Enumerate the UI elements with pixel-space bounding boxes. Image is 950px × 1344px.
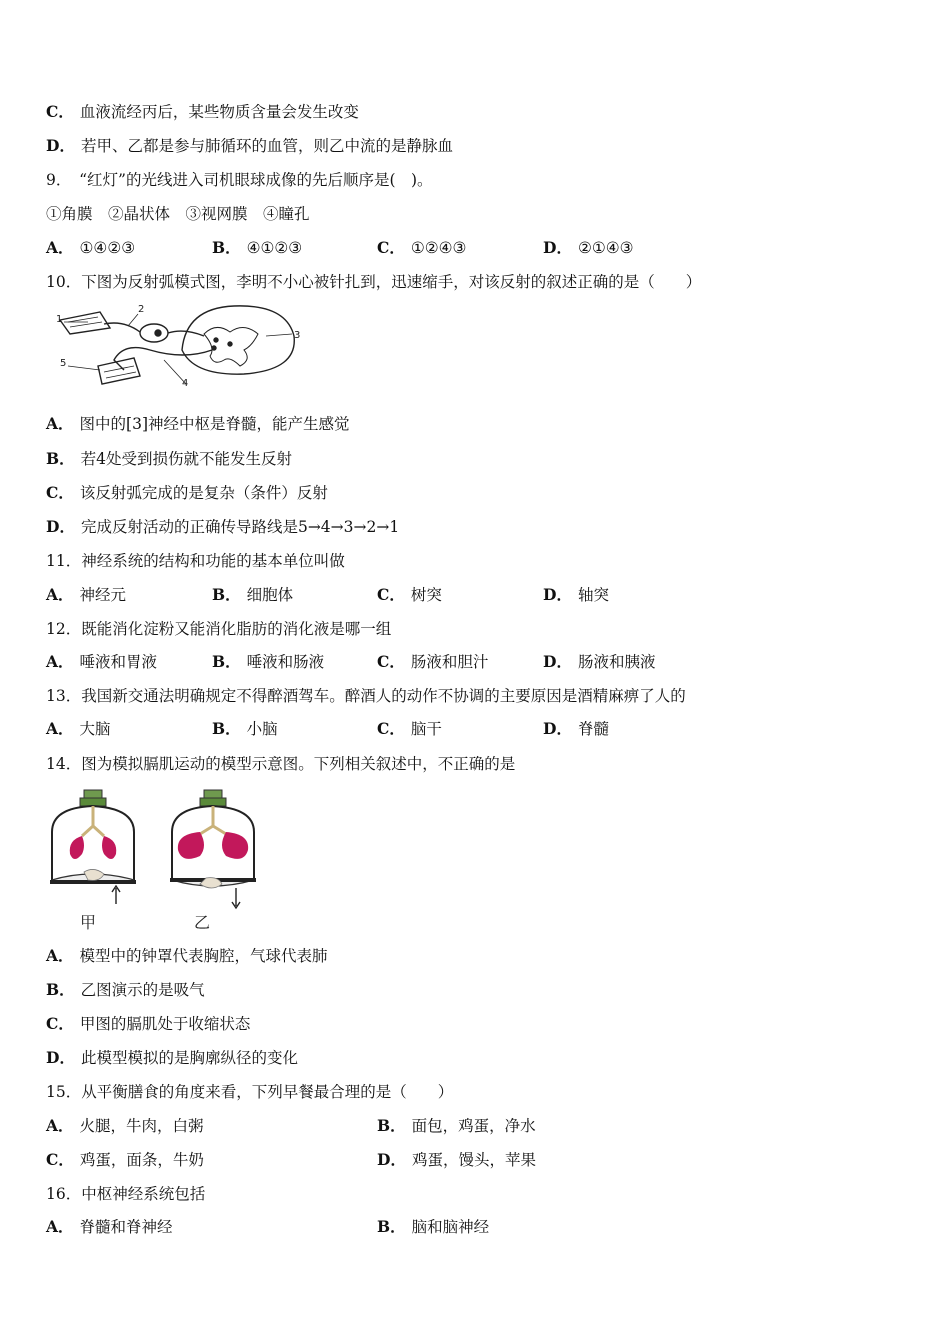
q9-option-c — [377, 238, 466, 258]
ganglion — [140, 324, 168, 342]
q9-option-a — [46, 238, 135, 258]
q13-option-a — [46, 719, 111, 739]
option-letter: A． — [46, 1116, 74, 1135]
option-letter: B． — [212, 238, 241, 257]
q14-stem: 14．图为模拟膈肌运动的模型示意图。下列相关叙述中，不正确的是 — [46, 755, 516, 773]
q9-option-b — [212, 238, 302, 258]
q14-option-c — [46, 1014, 250, 1034]
option-text: ①②④③ — [410, 239, 467, 257]
option-text: 脑和脑神经 — [411, 1218, 490, 1236]
option-letter: C． — [377, 719, 405, 738]
option-letter: A． — [46, 652, 74, 671]
q13-option-d — [543, 719, 609, 739]
option-text: 乙图演示的是吸气 — [80, 981, 205, 999]
option-text: 唾液和肠液 — [246, 653, 325, 671]
balloon-right — [102, 836, 116, 859]
option-letter: A． — [46, 946, 74, 965]
option-text: ①④②③ — [79, 239, 136, 257]
option-text: 脊髓和脊神经 — [79, 1218, 173, 1236]
option-letter: C． — [46, 1014, 74, 1033]
option-letter: C． — [46, 1150, 74, 1169]
option-letter: B． — [46, 449, 75, 468]
option-text: ④①②③ — [246, 239, 303, 257]
option-text: 脊髓 — [577, 720, 609, 738]
option-letter: D． — [543, 719, 572, 738]
arrow-down-icon — [232, 888, 240, 908]
option-letter: D． — [46, 136, 75, 155]
option-text: 树突 — [410, 586, 442, 604]
option-letter: C． — [377, 652, 405, 671]
q15-option-b — [377, 1116, 536, 1136]
option-letter: A． — [46, 585, 74, 604]
option-text: 肠液和胰液 — [577, 653, 656, 671]
option-letter: D． — [46, 517, 75, 536]
option-text: 脑干 — [410, 720, 442, 738]
q15-stem: 15．从平衡膳食的角度来看，下列早餐最合理的是（ ） — [46, 1083, 454, 1101]
option-text: 甲图的膈肌处于收缩状态 — [79, 1015, 251, 1033]
q16-option-b — [377, 1217, 489, 1237]
q16-option-a — [46, 1217, 173, 1237]
option-letter: A． — [46, 414, 74, 433]
option-text: 若4处受到损伤就不能发生反射 — [80, 450, 292, 468]
option-text: 图中的[3]神经中枢是脊髓，能产生感觉 — [79, 415, 350, 433]
option-letter: B． — [212, 652, 241, 671]
q12-option-d — [543, 652, 655, 672]
q10-option-a — [46, 414, 350, 434]
figure-label-yi: 乙 — [194, 913, 211, 932]
option-letter: C． — [46, 102, 74, 121]
option-text: 模型中的钟罩代表胸腔，气球代表肺 — [79, 947, 328, 965]
q15-option-c — [46, 1150, 204, 1170]
option-letter: A． — [46, 238, 74, 257]
option-letter: D． — [377, 1150, 406, 1169]
label-5: 5 — [60, 358, 67, 369]
q14-option-a — [46, 946, 328, 966]
label-1: 1 — [56, 314, 63, 325]
q8-option-d — [46, 136, 453, 156]
bell-jar-yi — [170, 790, 256, 908]
q13-option-c — [377, 719, 442, 739]
option-text: 完成反射活动的正确传导路线是5→4→3→2→1 — [80, 518, 400, 536]
effector-muscle — [98, 358, 140, 384]
q10-option-c — [46, 483, 328, 503]
q16-stem: 16．中枢神经系统包括 — [46, 1185, 206, 1203]
label-2: 2 — [138, 304, 145, 315]
figure-label-jia: 甲 — [80, 913, 97, 932]
arrow-up-icon — [112, 886, 120, 904]
q12-option-c — [377, 652, 488, 672]
option-letter: D． — [543, 652, 572, 671]
option-letter: A． — [46, 1217, 74, 1236]
bell-jar-jia — [50, 790, 136, 904]
q15-option-a — [46, 1116, 204, 1136]
option-text: 大脑 — [79, 720, 111, 738]
option-letter: B． — [377, 1217, 406, 1236]
q14-option-d — [46, 1048, 298, 1068]
receptor-skin — [60, 312, 110, 334]
q9-option-d — [543, 238, 634, 258]
balloon-left — [178, 832, 204, 859]
option-text: 血液流经丙后，某些物质含量会发生改变 — [79, 103, 359, 121]
q13-stem: 13．我国新交通法明确规定不得醉酒驾车。醉酒人的动作不协调的主要原因是酒精麻痹了人的 — [46, 687, 686, 705]
q15-option-d — [377, 1150, 536, 1170]
reflex-arc-figure — [54, 300, 314, 392]
option-letter: D． — [543, 238, 572, 257]
q12-option-b — [212, 652, 324, 672]
option-letter: C． — [377, 238, 405, 257]
option-letter: D． — [543, 585, 572, 604]
option-text: 轴突 — [577, 586, 609, 604]
q11-stem: 11．神经系统的结构和功能的基本单位叫做 — [46, 552, 345, 570]
option-text: 肠液和胆汁 — [410, 653, 489, 671]
q11-option-a — [46, 585, 126, 605]
balloon-right — [222, 832, 248, 859]
option-text: 此模型模拟的是胸廓纵径的变化 — [80, 1049, 298, 1067]
option-letter: C． — [46, 483, 74, 502]
q12-option-a — [46, 652, 157, 672]
option-text: 若甲、乙都是参与肺循环的血管，则乙中流的是静脉血 — [80, 137, 453, 155]
option-text: 唾液和胃液 — [79, 653, 158, 671]
q10-stem: 10．下图为反射弧模式图，李明不小心被针扎到，迅速缩手，对该反射的叙述正确的是（ ） — [46, 273, 702, 291]
q11-option-d — [543, 585, 609, 605]
label-3: 3 — [294, 330, 301, 341]
option-letter: D． — [46, 1048, 75, 1067]
option-letter: B． — [377, 1116, 406, 1135]
option-letter: B． — [212, 585, 241, 604]
option-text: 该反射弧完成的是复杂（条件）反射 — [79, 484, 328, 502]
q10-option-b — [46, 449, 292, 469]
diaphragm-model-figure — [44, 784, 264, 936]
option-text: 火腿，牛肉，白粥 — [79, 1117, 204, 1135]
option-letter: B． — [212, 719, 241, 738]
option-letter: A． — [46, 719, 74, 738]
q11-option-c — [377, 585, 442, 605]
option-text: 小脑 — [246, 720, 278, 738]
q9-stem: 9． “红灯”的光线进入司机眼球成像的先后顺序是( )。 — [46, 171, 433, 189]
option-text: 细胞体 — [246, 586, 294, 604]
option-letter: C． — [377, 585, 405, 604]
option-text: 面包，鸡蛋，净水 — [411, 1117, 536, 1135]
q8-option-c — [46, 102, 359, 122]
option-text: 鸡蛋，馒头，苹果 — [411, 1151, 536, 1169]
balloon-left — [70, 836, 84, 859]
q12-stem: 12．既能消化淀粉又能消化脂肪的消化液是哪一组 — [46, 620, 392, 638]
q14-option-b — [46, 980, 205, 1000]
q13-option-b — [212, 719, 278, 739]
q10-option-d — [46, 517, 399, 537]
option-text: ②①④③ — [577, 239, 634, 257]
q9-items: ①角膜 ②晶状体 ③视网膜 ④瞳孔 — [46, 205, 310, 223]
option-text: 鸡蛋，面条，牛奶 — [79, 1151, 204, 1169]
option-letter: B． — [46, 980, 75, 999]
option-text: 神经元 — [79, 586, 127, 604]
q11-option-b — [212, 585, 293, 605]
label-4: 4 — [182, 378, 189, 389]
